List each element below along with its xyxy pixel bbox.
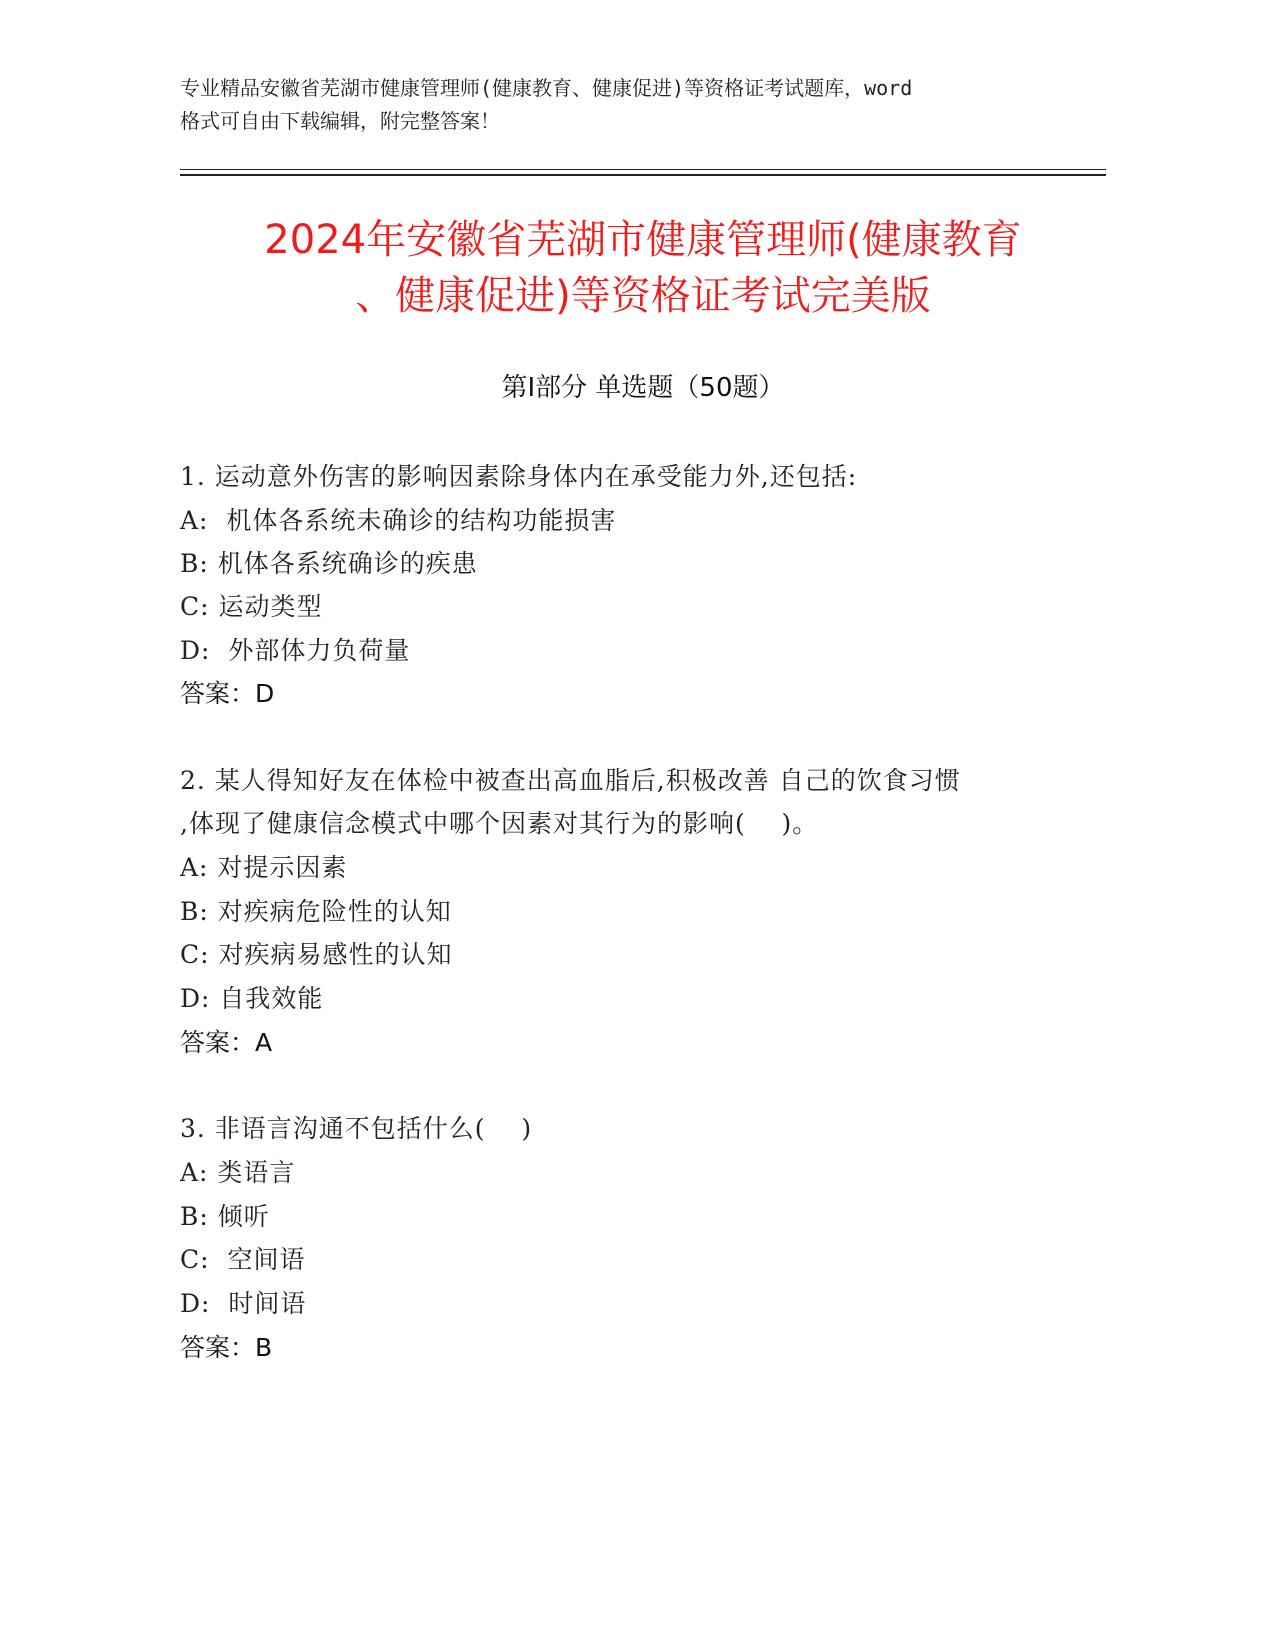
header-note-line-1: 专业精品安徽省芜湖市健康管理师(健康教育、健康促进)等资格证考试题库，word xyxy=(180,76,913,100)
document-title-line-1: 2024年安徽省芜湖市健康管理师(健康教育 xyxy=(264,217,1022,263)
header-divider-thin xyxy=(180,169,1106,170)
question-1-stem: 1. 运动意外伤害的影响因素除身体内在承受能力外,还包括: xyxy=(180,462,858,491)
question-1-option-a: A: 机体各系统未确诊的结构功能损害 xyxy=(180,506,617,535)
question-3-answer: 答案：B xyxy=(180,1333,273,1362)
question-1-option-c: C: 运动类型 xyxy=(180,592,323,621)
question-3-stem: 3. 非语言沟通不包括什么( ) xyxy=(180,1114,533,1143)
question-1-option-d: D: 外部体力负荷量 xyxy=(180,636,411,665)
question-3-option-a: A: 类语言 xyxy=(180,1158,296,1187)
document-title xyxy=(180,212,1106,324)
header-note-line-2: 格式可自由下载编辑，附完整答案！ xyxy=(180,109,500,133)
header-divider-thick xyxy=(180,174,1106,176)
question-2-option-b: B: 对疾病危险性的认知 xyxy=(180,897,452,926)
question-1-answer: 答案：D xyxy=(180,679,275,708)
question-3-option-d: D: 时间语 xyxy=(180,1289,307,1318)
section-heading: 第Ⅰ部分 单选题（50题） xyxy=(501,373,785,403)
question-3-option-b: B: 倾听 xyxy=(180,1202,270,1231)
question-2-option-c: C: 对疾病易感性的认知 xyxy=(180,940,453,969)
question-2-answer: 答案：A xyxy=(180,1028,273,1057)
question-3-option-c: C: 空间语 xyxy=(180,1245,306,1274)
question-1-option-b: B: 机体各系统确诊的疾患 xyxy=(180,549,478,578)
question-2-option-d: D: 自我效能 xyxy=(180,984,324,1013)
question-2-option-a: A: 对提示因素 xyxy=(180,853,348,882)
header-note xyxy=(180,72,1080,138)
document-title-line-2: 、健康促进)等资格证考试完美版 xyxy=(355,273,931,319)
question-2-stem-line-2: ,体现了健康信念模式中哪个因素对其行为的影响( )。 xyxy=(180,809,819,838)
question-2-stem-line-1: 2. 某人得知好友在体检中被查出高血脂后,积极改善 自己的饮食习惯 xyxy=(180,766,961,795)
